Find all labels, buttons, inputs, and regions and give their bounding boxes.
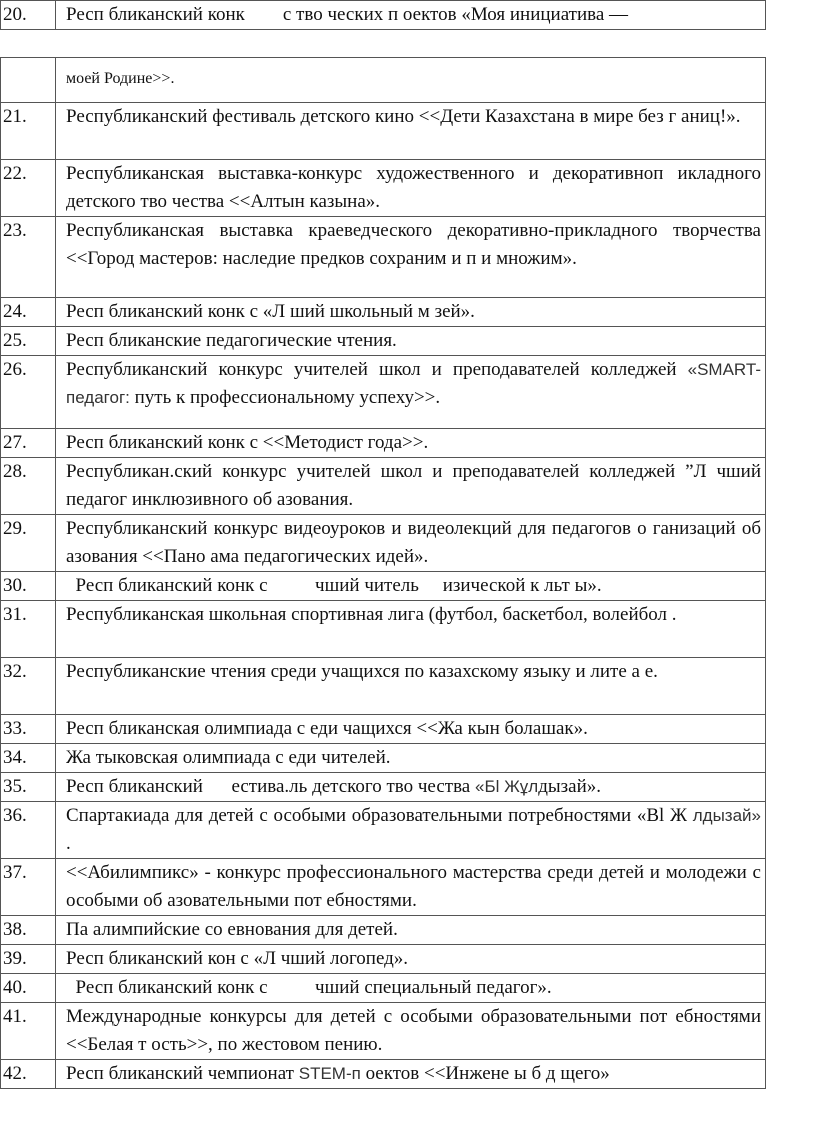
row-text: Па алимпийские со евнования для детей. bbox=[56, 916, 766, 945]
table-main bbox=[0, 57, 766, 1089]
row-number: 34. bbox=[1, 744, 56, 773]
row-number: 32. bbox=[1, 658, 56, 715]
row-number: 37. bbox=[1, 859, 56, 916]
table-row bbox=[1, 658, 766, 715]
row-number: 21. bbox=[1, 103, 56, 160]
row-number: 39. bbox=[1, 945, 56, 974]
table-row bbox=[1, 58, 766, 103]
table-row bbox=[1, 429, 766, 458]
row-number: 24. bbox=[1, 298, 56, 327]
row-text: Респ бликанский конк с <<Методист года>>. bbox=[56, 429, 766, 458]
row-text-a: Респ бликанский чемпионат bbox=[66, 1063, 299, 1084]
row-text: Республиканский конкурс видеоуроков и видеолекций для педагогов о ганизаций об азования <<Пано ама педагогических идей». bbox=[56, 515, 766, 572]
row-text: Международные конкурсы для детей с особыми образовательными пот ебностями <<Белая т ость>>, по жестовом пению. bbox=[56, 1003, 766, 1060]
row-number: 25. bbox=[1, 327, 56, 356]
row-number: 31. bbox=[1, 601, 56, 658]
table-row bbox=[1, 1, 766, 30]
row-number: 29. bbox=[1, 515, 56, 572]
row-number: 27. bbox=[1, 429, 56, 458]
table-row bbox=[1, 773, 766, 802]
table-row bbox=[1, 298, 766, 327]
row-number: 22. bbox=[1, 160, 56, 217]
row-number: 40. bbox=[1, 974, 56, 1003]
row-number: 35. bbox=[1, 773, 56, 802]
row-text: Республикан.ский конкурс учителей школ и преподавателей колледжей ”Л чший педагог инклюзивного об азования. bbox=[56, 458, 766, 515]
row-text-c: . bbox=[66, 833, 71, 854]
row-text-a: Респ бликанский естива.ль детского тво чества bbox=[66, 776, 475, 797]
table-row bbox=[1, 458, 766, 515]
row-number: 23. bbox=[1, 217, 56, 298]
row-text-b: «SMART-педагог: bbox=[66, 360, 761, 407]
table-row bbox=[1, 744, 766, 773]
row-text bbox=[56, 58, 766, 103]
table-row bbox=[1, 1060, 766, 1089]
row-text-c: путь к профессиональному успеху>>. bbox=[129, 387, 441, 408]
table-row bbox=[1, 327, 766, 356]
row-number: 38. bbox=[1, 916, 56, 945]
table-row bbox=[1, 974, 766, 1003]
row-text bbox=[56, 1060, 766, 1089]
table-row bbox=[1, 356, 766, 429]
row-text: Республиканская школьная спортивная лига (футбол, баскетбол, волейбол . bbox=[56, 601, 766, 658]
row-text: Респ бликанский конк с «Л ший школьный м зей». bbox=[56, 298, 766, 327]
row-text-c: дызай». bbox=[538, 776, 602, 797]
table-row bbox=[1, 601, 766, 658]
row-text: Республиканская выставка-конкурс художественного и декоративноп икладного детского тво чества <<Алтын казына». bbox=[56, 160, 766, 217]
row-text-a: Республиканский конкурс учителей школ и преподавателей колледжей bbox=[66, 359, 677, 380]
row-text-b: лдызай» bbox=[692, 806, 761, 825]
row-text: Республиканский фестиваль детского кино <<Дети Казахстана в мире без г аниц!». bbox=[56, 103, 766, 160]
table-row bbox=[1, 715, 766, 744]
row-number: 33. bbox=[1, 715, 56, 744]
row-number: 30. bbox=[1, 572, 56, 601]
row-number: 28. bbox=[1, 458, 56, 515]
table-row bbox=[1, 160, 766, 217]
row-text: Респ бликанская олимпиада с еди чащихся <<Жа кын болашак». bbox=[56, 715, 766, 744]
row-number: 42. bbox=[1, 1060, 56, 1089]
row-number bbox=[1, 58, 56, 103]
row-number: 26. bbox=[1, 356, 56, 429]
row-number: 20. bbox=[1, 1, 56, 30]
row-text: Жа тыковская олимпиада с еди чителей. bbox=[56, 744, 766, 773]
row-text-c: оектов <<Инжене ы б д щего» bbox=[360, 1063, 610, 1084]
table-row bbox=[1, 217, 766, 298]
row-text-span: моей Родине>>. bbox=[66, 70, 175, 87]
row-text: <<Абилимпикс» - конкурс профессионального мастерства среди детей и молодежи с особыми об азовательными пот ебностями. bbox=[56, 859, 766, 916]
row-text bbox=[56, 356, 766, 429]
row-text: Республиканская выставка краеведческого декоративно-прикладного творчества <<Город мастеров: наследие предков сохраним и п и множим». bbox=[56, 217, 766, 298]
table-row bbox=[1, 916, 766, 945]
row-text bbox=[56, 773, 766, 802]
table-row bbox=[1, 1003, 766, 1060]
row-number: 36. bbox=[1, 802, 56, 859]
row-text-a: Спартакиада для детей с особыми образовательными потребностями «Bl Ж bbox=[66, 805, 693, 826]
row-text: Респ бликанские педагогические чтения. bbox=[56, 327, 766, 356]
table-row bbox=[1, 802, 766, 859]
table-row bbox=[1, 945, 766, 974]
row-text: Респ бликанский конк с тво ческих п оектов «Моя инициатива — bbox=[56, 1, 766, 30]
table-row bbox=[1, 572, 766, 601]
row-text: Республиканские чтения среди учащихся по казахскому языку и лите а е. bbox=[56, 658, 766, 715]
table-row bbox=[1, 859, 766, 916]
row-text bbox=[56, 802, 766, 859]
row-text: Респ бликанский конк с чший читель изической к льт ы». bbox=[56, 572, 766, 601]
table-top bbox=[0, 0, 766, 30]
row-text: Респ бликанский конк с чший специальный педагог». bbox=[56, 974, 766, 1003]
table-row bbox=[1, 515, 766, 572]
row-text-b: STEM-п bbox=[298, 1064, 361, 1083]
row-number: 41. bbox=[1, 1003, 56, 1060]
row-text: Респ бликанский кон с «Л чший логопед». bbox=[56, 945, 766, 974]
table-row bbox=[1, 103, 766, 160]
row-text-b: «Бl Жұл bbox=[474, 777, 539, 796]
